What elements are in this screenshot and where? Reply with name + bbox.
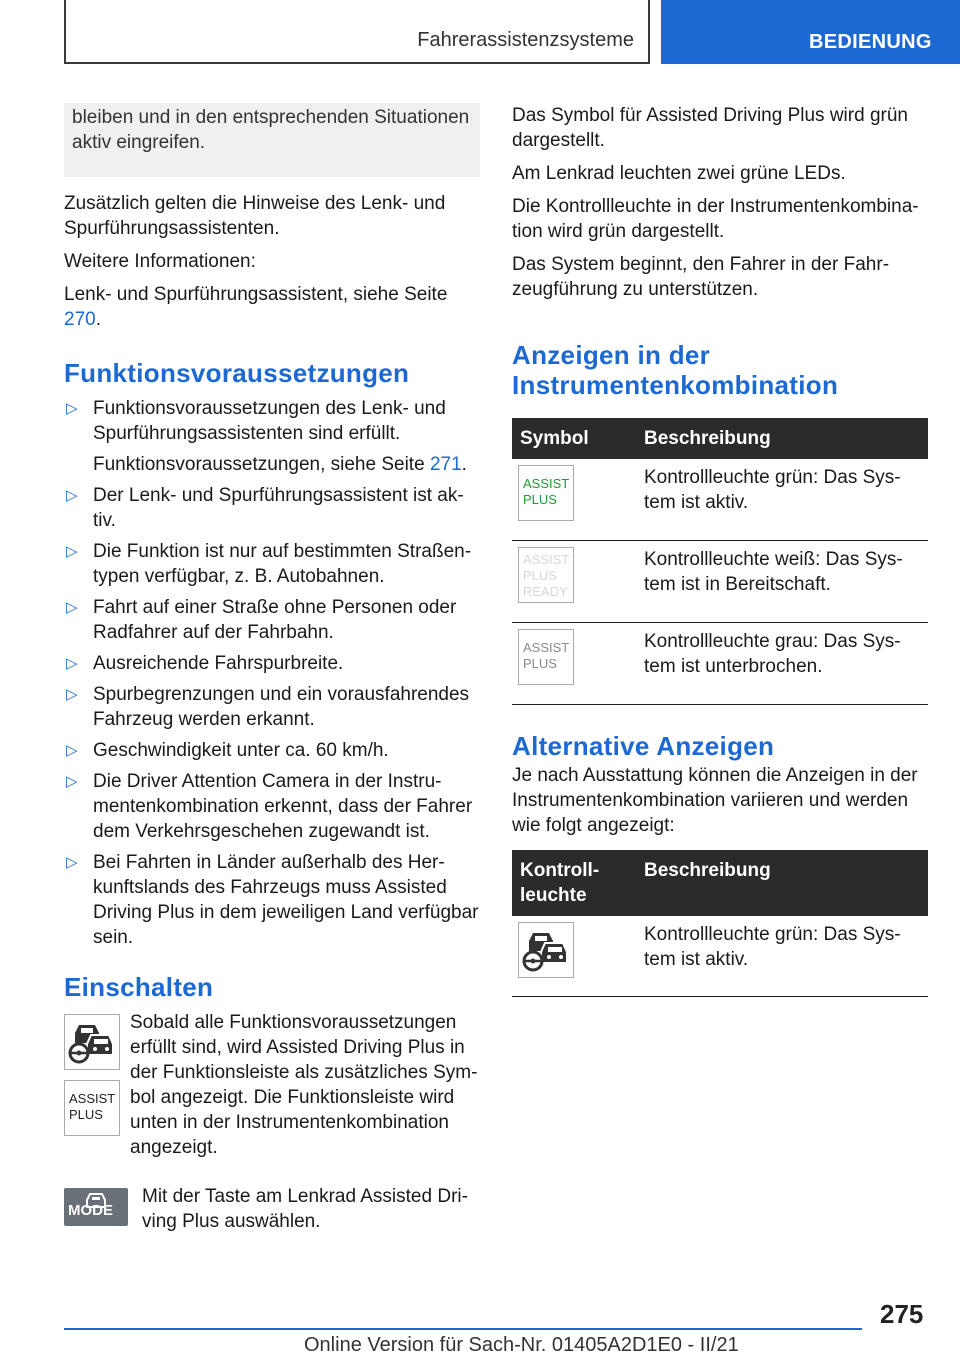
mode-row — [64, 1184, 480, 1244]
list-item — [64, 738, 480, 763]
icon-label: ASSIST — [523, 476, 570, 491]
alternative-indicator-table — [512, 850, 928, 997]
table-header-kontrollleuchte: Kontrollleuchte — [512, 850, 636, 916]
header-section-box — [64, 0, 650, 64]
mode-button-icon — [64, 1188, 128, 1226]
icon-label: ASSIST — [523, 552, 570, 567]
list-item-text: Ausreichende Fahrspurbreite. — [93, 653, 344, 674]
list-item-text: Fahrt auf einer Straße ohne Personen oder Radfahrer auf der Fahrbahn. — [93, 597, 457, 643]
table-cell-symbol — [512, 916, 636, 997]
list-item — [64, 850, 480, 950]
table-row — [512, 916, 928, 997]
einschalten-block — [64, 1010, 480, 1158]
header-chapter-box — [661, 0, 960, 64]
list-item — [64, 396, 480, 477]
assist-plus-icon — [64, 1080, 120, 1136]
assist-plus-icon — [518, 547, 574, 603]
icon-label: PLUS — [69, 1107, 103, 1122]
table-cell-description: Kontrollleuchte weiß: Das System ist in Bereitschaft. — [636, 541, 928, 623]
table-row — [512, 541, 928, 623]
paragraph: Zusätzlich gelten die Hinweise des Lenk- und Spurführungsassistenten. — [64, 193, 446, 239]
table-cell-symbol — [512, 623, 636, 705]
note-box — [64, 103, 480, 177]
triangle-bullet-icon: ▷ — [66, 854, 78, 871]
header-section-title: Fahrerassistenzsysteme — [417, 29, 634, 51]
paragraph: Das System beginnt, den Fahrer in der Fahrzeugführung zu unterstützen. — [512, 254, 890, 300]
note-text: bleiben und in den entsprechenden Situationen aktiv eingreifen. — [72, 107, 470, 153]
icon-label: ASSIST — [523, 640, 570, 655]
mode-icon-label: MODE — [68, 1202, 113, 1219]
heading-funktionsvoraussetzungen: Funktionsvoraussetzungen — [64, 358, 410, 388]
footer-divider — [64, 1328, 862, 1330]
paragraph: Je nach Ausstattung können die Anzeigen in der Instrumentenkombination variieren und werden wie folgt angezeigt: — [512, 765, 918, 836]
heading-anzeigen: Anzeigen in der Instrumentenkombination — [512, 340, 839, 400]
paragraph: Am Lenkrad leuchten zwei grüne LEDs. — [512, 163, 846, 184]
right-column — [512, 103, 928, 997]
heading-alternative-anzeigen: Alternative Anzeigen — [512, 731, 775, 761]
list-item-subtext — [93, 452, 480, 477]
list-item-text: Spurbegrenzungen und ein vorausfahrendes Fahrzeug werden erkannt. — [93, 684, 470, 730]
page-link-271[interactable]: 271 — [429, 454, 462, 475]
paragraph — [64, 282, 480, 332]
mode-text: Mit der Taste am Lenkrad Assisted Driving Plus auswählen. — [142, 1186, 468, 1232]
paragraph-text: . — [95, 309, 101, 330]
driving-assist-cars-icon — [64, 1014, 120, 1070]
list-item-text: Geschwindigkeit unter ca. 60 km/h. — [93, 740, 389, 761]
table-cell-symbol — [512, 541, 636, 623]
triangle-bullet-icon: ▷ — [66, 487, 78, 504]
einschalten-text: Sobald alle Funktionsvoraussetzungen erfüllt sind, wird Assisted Driving Plus in der Funktionsleiste als zusätzliches Symbol angezeigt. Die Funktionsleiste wird unten in der Instrumentenkombination angezeigt. — [130, 1012, 478, 1158]
table-header-description: Beschreibung — [636, 418, 928, 459]
assist-plus-icon — [518, 465, 574, 521]
list-item — [64, 769, 480, 844]
triangle-bullet-icon: ▷ — [66, 742, 78, 759]
einschalten-icons — [64, 1014, 120, 1143]
list-item — [64, 539, 480, 589]
table-row — [512, 459, 928, 541]
icon-label: ASSIST — [69, 1091, 116, 1106]
requirements-list — [64, 396, 480, 950]
driving-assist-cars-icon — [518, 922, 574, 978]
triangle-bullet-icon: ▷ — [66, 655, 78, 672]
list-item — [64, 483, 480, 533]
paragraph-text: Lenk- und Spurführungsassistent, siehe Seite — [64, 284, 448, 305]
triangle-bullet-icon: ▷ — [66, 599, 78, 616]
heading-einschalten: Einschalten — [64, 972, 214, 1002]
page-number: 275 — [880, 1299, 924, 1329]
icon-label: PLUS — [523, 656, 557, 671]
subtext-end: . — [461, 454, 467, 475]
table-header-symbol: Symbol — [512, 418, 636, 459]
list-item-text: Die Driver Attention Camera in der Instrumentenkombination erkennt, dass der Fahrer dem Verkehrsgeschehen zugewandt ist. — [93, 771, 473, 842]
left-column — [64, 103, 480, 1244]
table-cell-description: Kontrollleuchte grau: Das System ist unterbrochen. — [636, 623, 928, 705]
header-chapter-title: BEDIENUNG — [809, 31, 932, 53]
assist-plus-icon — [518, 629, 574, 685]
paragraph: Die Kontrollleuchte in der Instrumentenkombination wird grün dargestellt. — [512, 196, 919, 242]
list-item-text: Bei Fahrten in Länder außerhalb des Herkunftslands des Fahrzeugs muss Assisted Driving Plus in dem jeweiligen Land verfügbar sein. — [93, 852, 479, 948]
table-cell-description: Kontrollleuchte grün: Das System ist aktiv. — [636, 916, 928, 997]
footer-text: Online Version für Sach-Nr. 01405A2D1E0 - II/21 — [304, 1334, 739, 1356]
icon-label: READY — [523, 584, 568, 599]
list-item-text: Der Lenk- und Spurführungsassistent ist aktiv. — [93, 485, 464, 531]
list-item — [64, 595, 480, 645]
table-row — [512, 623, 928, 705]
triangle-bullet-icon: ▷ — [66, 773, 78, 790]
table-header-description: Beschreibung — [636, 850, 928, 916]
table-cell-symbol — [512, 459, 636, 541]
triangle-bullet-icon: ▷ — [66, 543, 78, 560]
triangle-bullet-icon: ▷ — [66, 400, 78, 417]
triangle-bullet-icon: ▷ — [66, 686, 78, 703]
paragraph: Weitere Informationen: — [64, 251, 256, 272]
icon-label: PLUS — [523, 492, 557, 507]
list-item — [64, 682, 480, 732]
list-item-text: Funktionsvoraussetzungen des Lenk- und Spurführungsassistenten sind erfüllt. — [93, 398, 446, 444]
table-cell-description: Kontrollleuchte grün: Das System ist aktiv. — [636, 459, 928, 541]
indicator-table — [512, 418, 928, 705]
paragraph: Das Symbol für Assisted Driving Plus wird grün dargestellt. — [512, 105, 908, 151]
list-item-text: Die Funktion ist nur auf bestimmten Straßentypen verfügbar, z. B. Autobahnen. — [93, 541, 472, 587]
page-link-270[interactable]: 270 — [64, 309, 96, 330]
subtext: Funktionsvoraussetzungen, siehe Seite — [93, 454, 430, 475]
list-item — [64, 651, 480, 676]
icon-label: PLUS — [523, 568, 557, 583]
